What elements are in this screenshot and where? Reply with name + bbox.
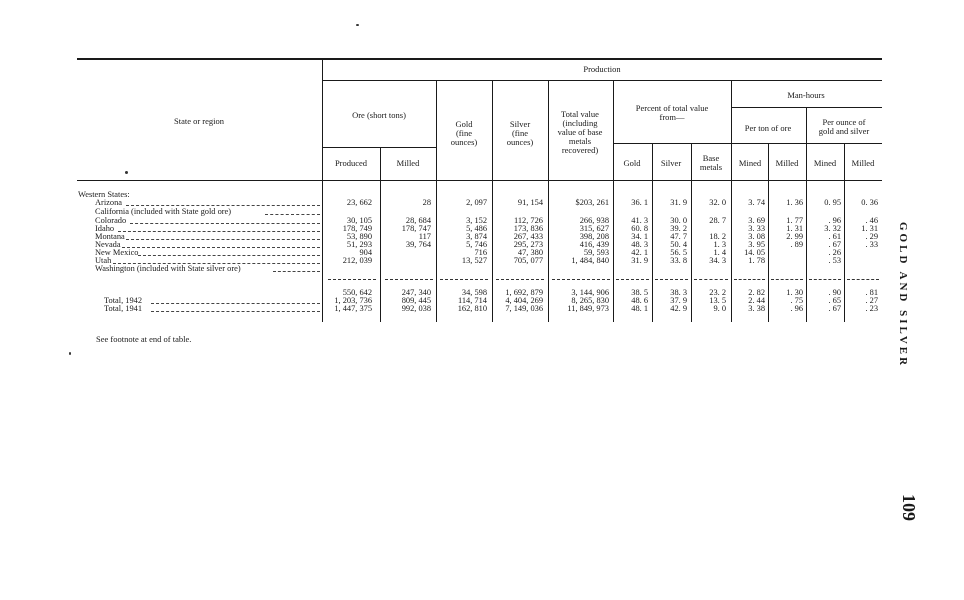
row-leader (126, 205, 320, 206)
subtotal-separator (655, 279, 688, 280)
cell-mh-ton-mined: 2. 44 (748, 296, 765, 305)
cell-mh-ton-milled: 2. 99 (786, 232, 803, 241)
cell-pct-base: 32. 0 (709, 198, 726, 207)
cell-mh-ounce-milled: . 23 (865, 304, 878, 313)
subtotal-separator (616, 279, 649, 280)
cell-silver-ounces: 173, 836 (513, 224, 543, 233)
cell-gold-ounces: 716 (474, 248, 487, 257)
header-mh-mined-ounce: Mined (813, 158, 837, 168)
cell-total-value: 416, 439 (579, 240, 609, 249)
cell-mh-ounce-milled: . 81 (865, 288, 878, 297)
header-mh-mined: Mined (738, 158, 762, 168)
cell-silver-ounces: 1, 692, 879 (505, 288, 543, 297)
cell-mh-ton-mined: 3. 38 (748, 304, 765, 313)
subtotal-separator (734, 279, 765, 280)
cell-pct-base: 18. 2 (709, 232, 726, 241)
running-title: GOLD AND SILVER (897, 222, 909, 369)
cell-mh-ton-mined: 3. 33 (748, 224, 765, 233)
cell-mh-ton-mined: 3. 74 (748, 198, 765, 207)
row-label: New Mexico (95, 248, 139, 257)
cell-gold-ounces: 114, 714 (457, 296, 487, 305)
header-milled: Milled (396, 158, 420, 168)
cell-mh-ounce-mined: . 26 (828, 248, 841, 257)
cell-pct-silver: 37. 9 (670, 296, 687, 305)
header-silver: Silver (fine ounces) (506, 119, 534, 147)
cell-pct-silver: 42. 9 (670, 304, 687, 313)
cell-mh-ounce-milled: 0. 36 (861, 198, 878, 207)
cell-pct-silver: 47. 7 (670, 232, 687, 241)
cell-total-value: 8, 265, 830 (571, 296, 609, 305)
subtotal-separator (552, 279, 610, 280)
cell-gold-ounces: 3, 152 (466, 216, 487, 225)
cell-mh-ton-mined: 2. 82 (748, 288, 765, 297)
cell-gold-ounces: 5, 486 (466, 224, 487, 233)
row-label: Washington (included with State silver ore) (95, 264, 241, 273)
row-leader (273, 271, 320, 272)
cell-gold-ounces: 3, 874 (466, 232, 487, 241)
cell-silver-ounces: 267, 433 (513, 232, 543, 241)
cell-mh-ton-milled: 1. 36 (786, 198, 803, 207)
cell-gold-ounces: 13, 527 (461, 256, 487, 265)
header-pct-gold: Gold (623, 158, 641, 168)
cell-silver-ounces: 705, 077 (513, 256, 543, 265)
cell-pct-silver: 56. 5 (670, 248, 687, 257)
row-leader (151, 303, 320, 304)
cell-ore-produced: 212, 039 (342, 256, 372, 265)
cell-ore-produced: 178, 749 (342, 224, 372, 233)
cell-pct-base: 1. 3 (713, 240, 726, 249)
subtotal-separator (694, 279, 728, 280)
row-label: Western States: (78, 190, 130, 199)
header-total-value: Total value (including value of base metals recovered) (557, 109, 603, 155)
cell-pct-silver: 31. 9 (670, 198, 687, 207)
cell-silver-ounces: 7, 149, 036 (505, 304, 543, 313)
col-rule (322, 58, 323, 322)
row-label: Nevada (95, 240, 121, 249)
header-pct-silver: Silver (660, 158, 682, 168)
cell-mh-ton-mined: 3. 95 (748, 240, 765, 249)
row-label: Utah (95, 256, 112, 265)
cell-mh-ounce-mined: . 53 (828, 256, 841, 265)
row-label: Colorado (95, 216, 127, 225)
cell-silver-ounces: 47, 380 (517, 248, 543, 257)
cell-pct-gold: 34. 1 (631, 232, 648, 241)
subtotal-separator (328, 279, 376, 280)
cell-silver-ounces: 91, 154 (517, 198, 543, 207)
cell-mh-ton-milled: 1. 77 (786, 216, 803, 225)
cell-silver-ounces: 112, 726 (513, 216, 543, 225)
header-mh-milled: Milled (775, 158, 799, 168)
header-ore: Ore (short tons) (352, 110, 406, 120)
cell-mh-ton-mined: 1. 78 (748, 256, 765, 265)
cell-total-value: 11, 849, 973 (567, 304, 609, 313)
cell-gold-ounces: 2, 097 (466, 198, 487, 207)
cell-mh-ounce-mined: . 67 (828, 240, 841, 249)
footnote: See footnote at end of table. (96, 334, 192, 344)
cell-mh-ounce-milled: . 46 (865, 216, 878, 225)
row-leader (126, 239, 320, 240)
cell-ore-milled: 809, 445 (401, 296, 431, 305)
subtotal-separator (809, 279, 841, 280)
cell-mh-ton-milled: . 96 (790, 304, 803, 313)
cell-ore-produced: 51, 293 (346, 240, 372, 249)
cell-ore-milled: 28 (422, 198, 431, 207)
cell-gold-ounces: 34, 598 (461, 288, 487, 297)
cell-ore-produced: 30, 105 (346, 216, 372, 225)
header-percent: Percent of total value from— (635, 103, 709, 122)
row-label: Montana (95, 232, 125, 241)
cell-pct-gold: 38. 5 (631, 288, 648, 297)
header-per-ton: Per ton of ore (744, 123, 792, 133)
cell-mh-ounce-mined: 3. 32 (824, 224, 841, 233)
cell-mh-ounce-mined: . 65 (828, 296, 841, 305)
scan-speck (125, 171, 128, 174)
cell-pct-gold: 41. 3 (631, 216, 648, 225)
cell-pct-base: 1. 4 (713, 248, 726, 257)
percent-underline (613, 143, 731, 144)
cell-pct-base: 23. 2 (709, 288, 726, 297)
cell-ore-produced: 1, 447, 375 (334, 304, 372, 313)
cell-silver-ounces: 4, 404, 269 (505, 296, 543, 305)
cell-mh-ton-mined: 3. 08 (748, 232, 765, 241)
cell-ore-milled: 178, 747 (401, 224, 431, 233)
cell-gold-ounces: 162, 810 (457, 304, 487, 313)
cell-pct-base: 9. 0 (713, 304, 726, 313)
header-pct-base: Base metals (699, 153, 723, 172)
header-man-hours: Man-hours (787, 90, 825, 100)
cell-ore-produced: 550, 642 (342, 288, 372, 297)
cell-mh-ton-milled: 1. 31 (786, 224, 803, 233)
cell-ore-produced: 1, 203, 736 (334, 296, 372, 305)
cell-pct-silver: 33. 8 (670, 256, 687, 265)
cell-pct-silver: 38. 3 (670, 288, 687, 297)
cell-total-value: $203, 261 (575, 198, 609, 207)
row-leader (122, 247, 320, 248)
subtotal-separator (847, 279, 879, 280)
cell-mh-ton-milled: 1. 30 (786, 288, 803, 297)
subtotal-separator (440, 279, 488, 280)
row-label: Arizona (95, 198, 122, 207)
cell-mh-ton-milled: . 89 (790, 240, 803, 249)
header-gold: Gold (fine ounces) (450, 119, 478, 147)
cell-ore-milled: 247, 340 (401, 288, 431, 297)
cell-mh-ounce-milled: . 29 (865, 232, 878, 241)
row-leader (130, 223, 320, 224)
cell-total-value: 3, 144, 906 (571, 288, 609, 297)
ore-underline (322, 147, 436, 148)
header-production: Production (583, 64, 621, 74)
cell-ore-milled: 992, 038 (401, 304, 431, 313)
row-label: California (included with State gold ore) (95, 207, 232, 216)
table-top-rule (77, 58, 882, 60)
cell-total-value: 1, 484, 840 (571, 256, 609, 265)
header-bottom-rule (77, 180, 882, 181)
cell-pct-base: 28. 7 (709, 216, 726, 225)
cell-mh-ounce-mined: . 67 (828, 304, 841, 313)
row-leader (118, 231, 321, 232)
cell-pct-gold: 48. 1 (631, 304, 648, 313)
row-leader (265, 214, 320, 215)
subtotal-separator (385, 279, 433, 280)
production-underline (322, 80, 882, 81)
cell-mh-ton-mined: 3. 69 (748, 216, 765, 225)
cell-mh-ounce-milled: . 27 (865, 296, 878, 305)
cell-ore-produced: 904 (359, 248, 372, 257)
cell-ore-produced: 23, 662 (346, 198, 372, 207)
row-leader (138, 255, 320, 256)
cell-pct-gold: 60. 8 (631, 224, 648, 233)
row-label: Total, 1942 (104, 296, 143, 305)
cell-total-value: 59, 593 (583, 248, 609, 257)
page-number: 109 (899, 494, 919, 521)
cell-ore-milled: 117 (418, 232, 431, 241)
row-leader (151, 311, 320, 312)
cell-total-value: 315, 627 (579, 224, 609, 233)
cell-mh-ounce-mined: . 96 (828, 216, 841, 225)
cell-mh-ounce-milled: . 33 (865, 240, 878, 249)
cell-pct-silver: 39. 2 (670, 224, 687, 233)
row-label: Idaho (95, 224, 115, 233)
cell-pct-silver: 50. 4 (670, 240, 687, 249)
cell-pct-gold: 36. 1 (631, 198, 648, 207)
cell-mh-ounce-milled: 1. 31 (861, 224, 878, 233)
cell-ore-milled: 39, 764 (405, 240, 431, 249)
cell-mh-ton-milled: . 75 (790, 296, 803, 305)
row-label: Total, 1941 (104, 304, 143, 313)
header-produced: Produced (334, 158, 368, 168)
cell-mh-ounce-mined: 0. 95 (824, 198, 841, 207)
header-state-or-region: State or region (173, 116, 225, 126)
cell-mh-ounce-mined: . 90 (828, 288, 841, 297)
subtotal-separator (496, 279, 544, 280)
cell-total-value: 266, 938 (579, 216, 609, 225)
cell-total-value: 398, 208 (579, 232, 609, 241)
subtotal-separator (771, 279, 803, 280)
cell-pct-silver: 30. 0 (670, 216, 687, 225)
cell-mh-ton-mined: 14. 05 (744, 248, 765, 257)
cell-ore-milled: 28, 684 (405, 216, 431, 225)
cell-pct-gold: 42. 1 (631, 248, 648, 257)
header-mh-milled-ounce: Milled (851, 158, 875, 168)
cell-pct-base: 34. 3 (709, 256, 726, 265)
header-per-ounce: Per ounce of gold and silver (818, 117, 870, 136)
cell-gold-ounces: 5, 746 (466, 240, 487, 249)
cell-ore-produced: 53, 890 (346, 232, 372, 241)
cell-mh-ounce-mined: . 61 (828, 232, 841, 241)
cell-pct-gold: 48. 3 (631, 240, 648, 249)
scan-speck (356, 24, 359, 26)
cell-pct-base: 13. 5 (709, 296, 726, 305)
cell-pct-gold: 31. 9 (631, 256, 648, 265)
cell-silver-ounces: 295, 273 (513, 240, 543, 249)
scan-speck (69, 352, 71, 355)
cell-pct-gold: 48. 6 (631, 296, 648, 305)
